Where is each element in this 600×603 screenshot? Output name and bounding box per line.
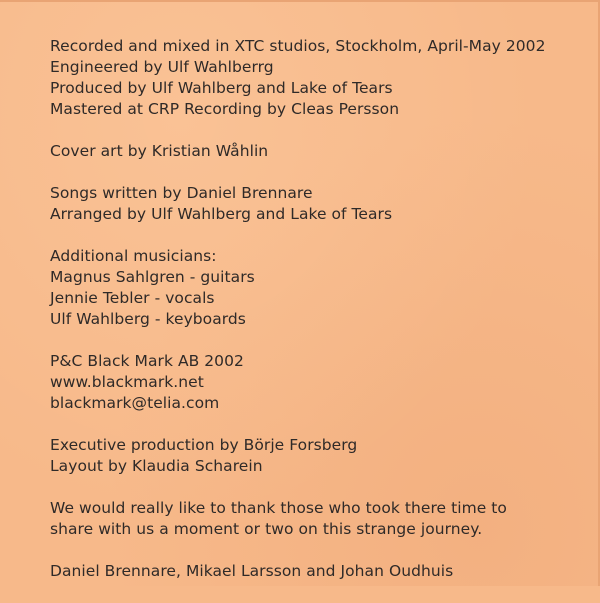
production-credits: [50, 435, 590, 477]
thanks-message: [50, 498, 590, 540]
website-line: www.blackmark.net: [50, 373, 204, 391]
additional-musicians: [50, 246, 590, 330]
thanks-line: We would really like to thank those who took there time to: [50, 499, 507, 517]
cover-art-line: Cover art by Kristian Wåhlin: [50, 142, 269, 160]
engineered-line: Engineered by Ulf Wahlberrg: [50, 58, 274, 76]
layout-line: Layout by Klaudia Scharein: [50, 457, 263, 475]
email-line: blackmark@telia.com: [50, 394, 220, 412]
copyright-line: P&C Black Mark AB 2002: [50, 352, 244, 370]
musician-line: Ulf Wahlberg - keyboards: [50, 310, 246, 328]
band-members-line: Daniel Brennare, Mikael Larsson and Johan Oudhuis: [50, 562, 454, 580]
songwriting-credits: [50, 183, 590, 225]
label-info: [50, 351, 590, 414]
thanks-line: share with us a moment or two on this strange journey.: [50, 520, 483, 538]
recorded-line: Recorded and mixed in XTC studios, Stockholm, April-May 2002: [50, 37, 546, 55]
band-signature: [50, 561, 590, 582]
arranged-line: Arranged by Ulf Wahlberg and Lake of Tears: [50, 205, 393, 223]
recording-credits: [50, 36, 590, 120]
page-edge-top: [0, 0, 600, 2]
credits-text-block: [50, 36, 590, 603]
mastered-line: Mastered at CRP Recording by Cleas Persson: [50, 100, 400, 118]
artwork-credits: [50, 141, 590, 162]
songs-written-line: Songs written by Daniel Brennare: [50, 184, 313, 202]
executive-production-line: Executive production by Börje Forsberg: [50, 436, 358, 454]
produced-line: Produced by Ulf Wahlberg and Lake of Tears: [50, 79, 393, 97]
additional-musicians-heading: Additional musicians:: [50, 247, 217, 265]
musician-line: Jennie Tebler - vocals: [50, 289, 215, 307]
musician-line: Magnus Sahlgren - guitars: [50, 268, 255, 286]
